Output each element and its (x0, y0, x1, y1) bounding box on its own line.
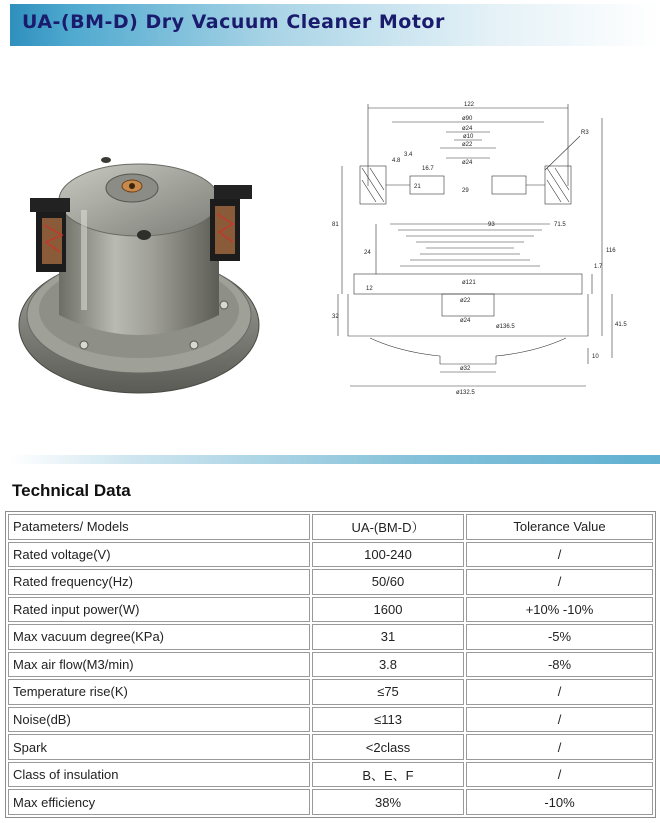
motor-photo (14, 140, 274, 405)
dim-label: 81 (332, 222, 339, 228)
tolerance-cell: / (466, 707, 653, 733)
value-cell: <2class (312, 734, 464, 760)
dim-label: ø136.5 (496, 324, 515, 330)
dim-label: 16.7 (422, 166, 434, 172)
table-row (8, 789, 653, 815)
parameter-cell: Rated input power(W) (8, 597, 310, 623)
parameter-cell: Max vacuum degree(KPa) (8, 624, 310, 650)
dim-label: 122 (464, 102, 475, 108)
tolerance-cell: / (466, 762, 653, 788)
table-row (8, 762, 653, 788)
value-cell: B、E、F (312, 762, 464, 788)
technical-drawing (330, 96, 630, 396)
dim-label: 1.7 (594, 264, 603, 270)
value-cell: 38% (312, 789, 464, 815)
dim-label: ø24 (462, 126, 473, 132)
parameter-cell: Spark (8, 734, 310, 760)
dim-label: ø24 (462, 160, 473, 166)
tolerance-cell: / (466, 679, 653, 705)
parameter-cell: Temperature rise(K) (8, 679, 310, 705)
dim-label: ø22 (462, 142, 473, 148)
page-title: UA-(BM-D) Dry Vacuum Cleaner Motor (22, 11, 445, 33)
dim-label: 93 (488, 222, 495, 228)
table-row (8, 569, 653, 595)
dim-label: 32 (332, 314, 339, 320)
dim-label: 12 (366, 286, 373, 292)
table-row (8, 652, 653, 678)
value-cell: 1600 (312, 597, 464, 623)
value-cell: ≤113 (312, 707, 464, 733)
dim-label: ø24 (460, 318, 471, 324)
dim-label: ø90 (462, 116, 473, 122)
technical-data-heading: Technical Data (12, 481, 131, 500)
parameter-cell: Noise(dB) (8, 707, 310, 733)
dim-label: 116 (606, 248, 616, 254)
value-cell: 3.8 (312, 652, 464, 678)
dim-label: ø32 (460, 366, 471, 372)
tolerance-cell: -5% (466, 624, 653, 650)
title-banner (10, 4, 660, 46)
tolerance-cell: -8% (466, 652, 653, 678)
header-cell-tolerance: Tolerance Value (466, 514, 653, 540)
parameter-cell: Rated frequency(Hz) (8, 569, 310, 595)
table-row (8, 734, 653, 760)
table-row (8, 597, 653, 623)
drawing-labels (332, 102, 627, 396)
dim-label: 3.4 (404, 152, 413, 158)
tolerance-cell: +10% -10% (466, 597, 653, 623)
dim-label: R3 (581, 130, 589, 136)
dim-label: ø132.5 (456, 390, 475, 396)
dim-label: 29 (462, 188, 469, 194)
dim-label: ø22 (460, 298, 471, 304)
tolerance-cell: / (466, 734, 653, 760)
header-cell-parameters: Patameters/ Models (8, 514, 310, 540)
header-cell-model: UA-(BM-D） (312, 514, 464, 540)
dim-label: 10 (592, 354, 599, 360)
dim-label: ø10 (463, 134, 474, 140)
section-divider (10, 455, 660, 464)
table-row (8, 624, 653, 650)
dim-label: 24 (364, 250, 371, 256)
parameter-cell: Class of insulation (8, 762, 310, 788)
technical-drawing-graphic (330, 96, 630, 396)
value-cell: 100-240 (312, 542, 464, 568)
dim-label: ø121 (462, 280, 476, 286)
dim-label: 21 (414, 184, 421, 190)
tolerance-cell: / (466, 542, 653, 568)
dim-label: 71.5 (554, 222, 566, 228)
value-cell: 31 (312, 624, 464, 650)
table-header-row (8, 514, 653, 540)
value-cell: 50/60 (312, 569, 464, 595)
table-row (8, 679, 653, 705)
parameter-cell: Max air flow(M3/min) (8, 652, 310, 678)
parameter-cell: Rated voltage(V) (8, 542, 310, 568)
value-cell: ≤75 (312, 679, 464, 705)
table-row (8, 707, 653, 733)
parameter-cell: Max efficiency (8, 789, 310, 815)
dim-label: 4.8 (392, 158, 401, 164)
technical-data-table (5, 511, 656, 818)
tolerance-cell: -10% (466, 789, 653, 815)
tolerance-cell: / (466, 569, 653, 595)
motor-photo-graphic (14, 140, 274, 405)
table-row (8, 542, 653, 568)
dim-label: 41.5 (615, 322, 627, 328)
